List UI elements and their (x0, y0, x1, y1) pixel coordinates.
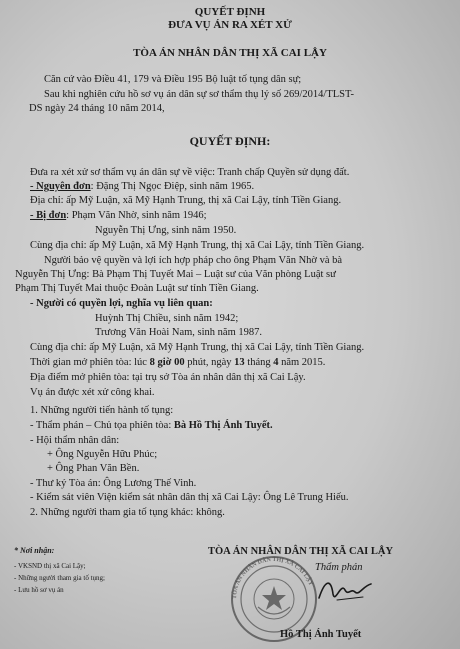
hearing-time (30, 356, 325, 369)
public-trial: Vụ án được xét xử công khai. (30, 387, 155, 398)
time-month: 4 (273, 357, 279, 368)
plaintiff-label: - Nguyên đơn (30, 181, 91, 192)
related-address: Cùng địa chỉ: ấp Mỹ Luận, xã Mỹ Hạnh Trung, thị xã Cai Lậy, tỉnh Tiền Giang. (30, 342, 365, 353)
case-intro: Đưa ra xét xử sơ thẩm vụ án dân sự về việc: Tranh chấp Quyền sử dụng đất. (30, 167, 350, 178)
judge-prefix: - Thẩm phán – Chủ tọa phiên tòa: (30, 420, 174, 431)
time-day: 13 (234, 357, 245, 368)
court-name: TÒA ÁN NHÂN DÂN THỊ XÃ CAI LẬY (133, 47, 327, 59)
related-2: Trương Văn Hoài Nam, sinh năm 1987. (95, 327, 262, 338)
related-1: Huỳnh Thị Chiều, sinh năm 1942; (95, 313, 239, 324)
juror-1: + Ông Nguyễn Hữu Phúc; (47, 449, 158, 460)
defendant-2: Nguyễn Thị Ưng, sinh năm 1950. (95, 225, 237, 236)
plaintiff-line (30, 180, 254, 193)
defendant-value: : Phạm Văn Nhờ, sinh năm 1946; (66, 210, 207, 221)
clerk-line: - Thư ký Tòa án: Ông Lương Thế Vinh. (30, 478, 197, 489)
signature-name: Hồ Thị Ánh Tuyết (280, 629, 362, 640)
protector-line-2: Nguyễn Thị Ưng: Bà Phạm Thị Tuyết Mai – Luật sư của Văn phòng Luật sư (15, 269, 336, 280)
related-label: - Người có quyền lợi, nghĩa vụ liên quan: (30, 298, 213, 309)
defendant-label: - Bị đơn (30, 210, 67, 221)
protector-line-3: Phạm Thị Tuyết Mai thuộc Đoàn Luật sư tỉnh Tiền Giang. (15, 283, 259, 294)
recipient-1: - VKSND thị xã Cai Lậy; (14, 562, 86, 570)
basis-line-2: Sau khi nghiên cứu hồ sơ vụ án dân sự sơ thẩm thụ lý số 269/2014/TLST- (44, 89, 354, 100)
jurors-label: - Hội thẩm nhân dân: (30, 435, 120, 446)
time-mid: phút, ngày (184, 357, 235, 368)
signature-role: Thẩm phán (315, 562, 363, 573)
signature-court: TÒA ÁN NHÂN DÂN THỊ XÃ CAI LẬY (208, 546, 394, 557)
doc-subtitle: ĐƯA VỤ ÁN RA XÉT XỬ (168, 19, 292, 31)
time-mid-2: tháng (244, 357, 274, 368)
recipients-label: * Nơi nhận: (14, 546, 55, 555)
decision-heading: QUYẾT ĐỊNH: (189, 134, 271, 148)
proceedings-item-1: 1. Những người tiến hành tố tụng: (30, 405, 174, 416)
protector-line-1: Người bảo vệ quyền và lợi ích hợp pháp cho ông Phạm Văn Nhờ và bà (44, 255, 343, 266)
seal-ring-text: TÒA ÁN NHÂN DÂN THỊ XÃ CAI LẬY (231, 556, 314, 600)
recipient-2: - Những người tham gia tố tụng; (14, 574, 106, 582)
basis-line-3: DS ngày 24 tháng 10 năm 2014, (29, 103, 165, 114)
juror-2: + Ông Phan Văn Bền. (47, 463, 140, 474)
time-hour: 8 giờ 00 (149, 357, 185, 368)
defendant-line (30, 209, 207, 222)
doc-title: QUYẾT ĐỊNH (194, 6, 266, 18)
time-suffix: năm 2015. (278, 357, 326, 368)
prosecutor-name: Ông Lê Trung Hiếu. (263, 492, 349, 503)
prosecutor-prefix: - Kiểm sát viên Viện kiểm sát nhân dân thị xã Cai Lậy: (30, 492, 264, 503)
basis-line-1: Căn cứ vào Điều 41, 179 và Điều 195 Bộ luật tố tụng dân sự; (44, 74, 302, 85)
plaintiff-value: : Đặng Thị Ngọc Điệp, sinh năm 1965. (90, 181, 255, 192)
proceedings-item-2: 2. Những người tham gia tố tụng khác: không. (30, 507, 225, 518)
defendant-address: Cùng địa chỉ: ấp Mỹ Luận, xã Mỹ Hạnh Trung, thị xã Cai Lậy, tỉnh Tiền Giang. (30, 240, 365, 251)
hearing-venue: Địa điểm mở phiên tòa: tại trụ sở Tòa án nhân dân thị xã Cai Lậy. (30, 372, 306, 383)
judge-name: Bà Hồ Thị Ánh Tuyết. (173, 420, 273, 431)
recipient-3: - Lưu hồ sơ vụ án (14, 586, 64, 594)
handwritten-signature (315, 570, 375, 610)
time-prefix: Thời gian mở phiên tòa: lúc (30, 357, 150, 368)
prosecutor-line (30, 491, 349, 504)
judge-line (30, 419, 273, 432)
plaintiff-address: Địa chỉ: ấp Mỹ Luận, xã Mỹ Hạnh Trung, thị xã Cai Lậy, tỉnh Tiền Giang. (30, 195, 342, 206)
